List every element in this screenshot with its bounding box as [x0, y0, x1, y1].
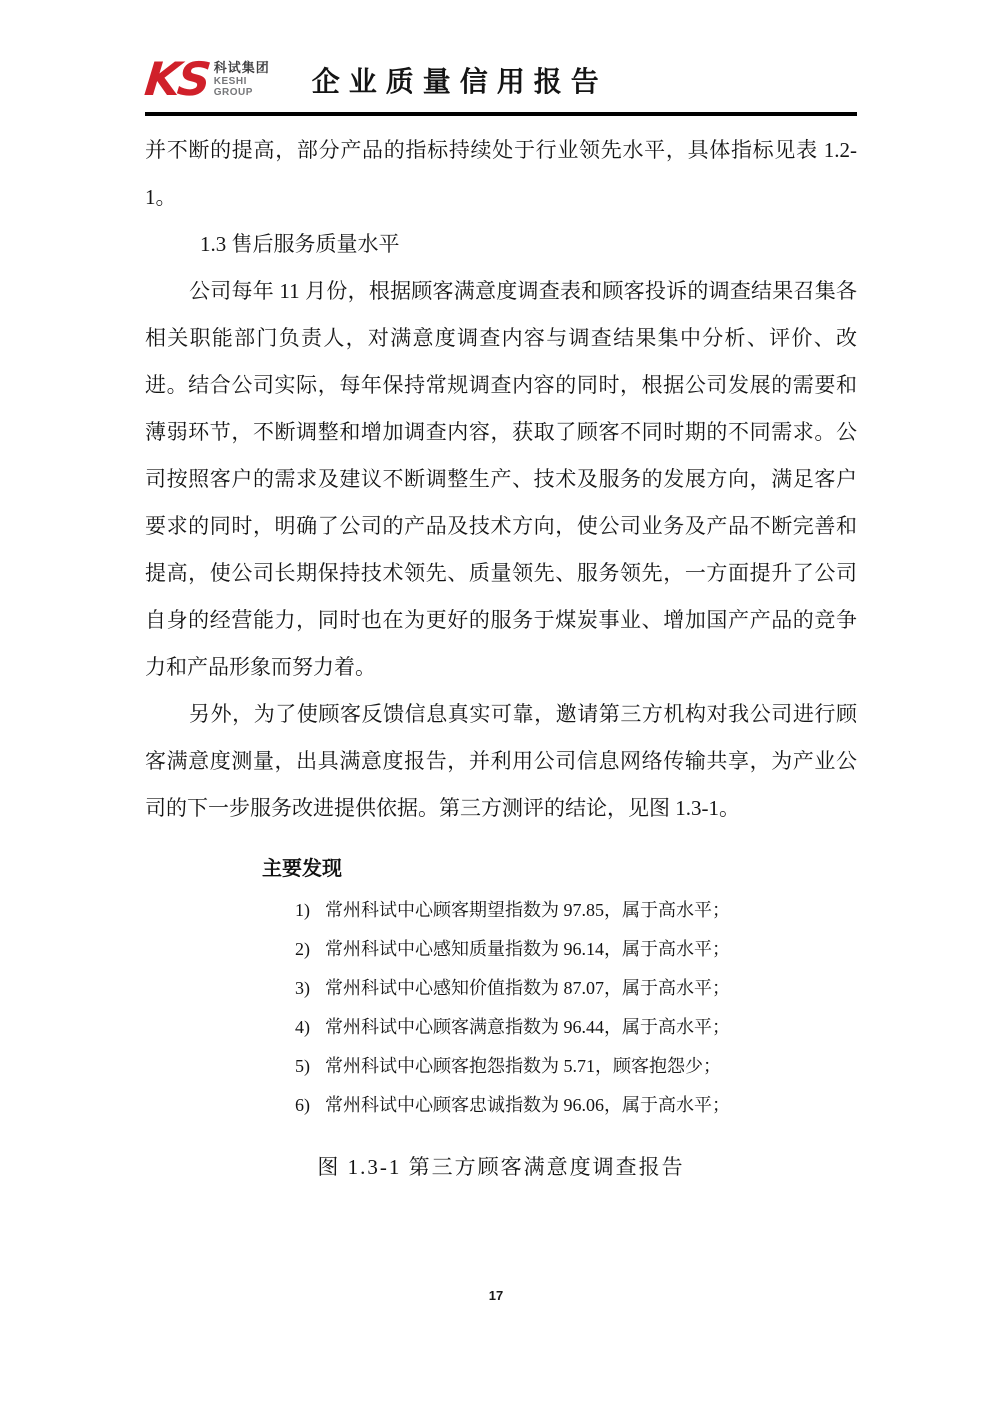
findings-heading: 主要发现 — [262, 856, 342, 880]
logo-company-name-cn: 科试集团 — [213, 60, 270, 76]
document-body — [145, 127, 857, 1181]
finding-item-2 — [262, 930, 857, 969]
finding-item-3 — [262, 969, 857, 1008]
paragraph-third-party: 另外，为了使顾客反馈信息真实可靠，邀请第三方机构对我公司进行顾客满意度测量，出具满意度报告，并利用公司信息网络传输共享，为产业公司的下一步服务改进提供依据。第三方测评的结论，见图 1.3-1。 — [145, 702, 857, 820]
finding-item-1 — [262, 891, 857, 930]
section-heading-1-3: 1.3 售后服务质量水平 — [200, 232, 400, 256]
finding-item-number: 5) — [295, 1056, 310, 1076]
finding-item-6 — [262, 1086, 857, 1125]
finding-item-text: 常州科试中心感知质量指数为 96.14，属于高水平； — [325, 939, 730, 959]
page-number: 17 — [488, 1288, 504, 1303]
ks-logo-mark-icon: KS — [142, 52, 211, 106]
finding-item-text: 常州科试中心顾客满意指数为 96.44，属于高水平； — [325, 1017, 730, 1037]
finding-item-number: 6) — [295, 1095, 310, 1115]
logo-text-block — [214, 61, 270, 98]
paragraph-continuation: 并不断的提高，部分产品的指标持续处于行业领先水平，具体指标见表 1.2-1。 — [145, 138, 857, 209]
findings-figure — [145, 852, 857, 1125]
page-header — [142, 0, 857, 116]
finding-item-5 — [262, 1047, 857, 1086]
logo-company-name-en-1: KESHI — [213, 75, 247, 87]
finding-item-text: 常州科试中心顾客忠诚指数为 96.06，属于高水平； — [325, 1095, 730, 1115]
document-title: 企业质量信用报告 — [311, 67, 608, 98]
finding-item-number: 1) — [295, 900, 310, 920]
figure-caption: 图 1.3-1 第三方顾客满意度调查报告 — [317, 1155, 685, 1179]
page-content — [142, 0, 857, 1181]
logo-company-name-en-2: GROUP — [213, 86, 253, 98]
finding-item-number: 4) — [295, 1017, 310, 1037]
finding-item-text: 常州科试中心顾客期望指数为 97.85，属于高水平； — [325, 900, 730, 920]
keshi-logo — [142, 52, 270, 106]
finding-item-number: 3) — [295, 978, 310, 998]
finding-item-number: 2) — [295, 939, 310, 959]
finding-item-4 — [262, 1008, 857, 1047]
findings-list — [262, 891, 857, 1125]
finding-item-text: 常州科试中心感知价值指数为 87.07，属于高水平； — [325, 978, 730, 998]
finding-item-text: 常州科试中心顾客抱怨指数为 5.71，顾客抱怨少； — [325, 1056, 721, 1076]
paragraph-service-quality: 公司每年 11 月份，根据顾客满意度调查表和顾客投诉的调查结果召集各相关职能部门负责人，对满意度调查内容与调查结果集中分析、评价、改进。结合公司实际，每年保持常规调查内容的同时，根据公司发展的需要和薄弱环节，不断调整和增加调查内容，获取了顾客不同时期的不同需求。公司按照客户的需求及建议不断调整生产、技术及服务的发展方向，满足客户要求的同时，明确了公司的产品及技术方向，使公司业务及产品不断完善和提高，使公司长期保持技术领先、质量领先、服务领先，一方面提升了公司自身的经营能力，同时也在为更好的服务于煤炭事业、增加国产产品的竞争力和产品形象而努力着。 — [145, 279, 857, 679]
